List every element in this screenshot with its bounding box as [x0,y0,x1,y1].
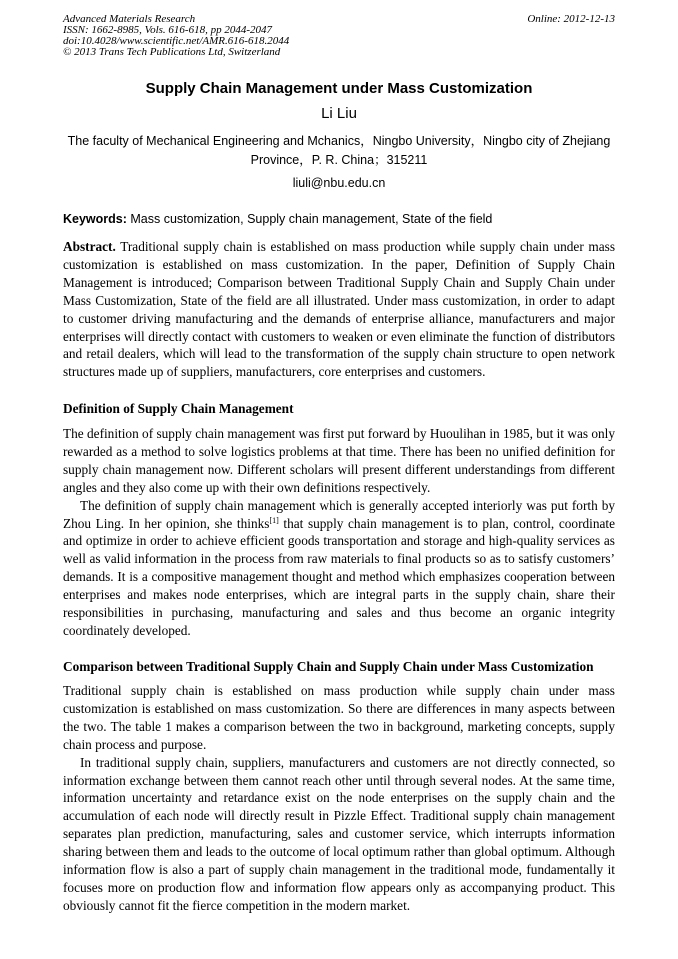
paragraph: Traditional supply chain is established on mass production while supply chain under mass customization is established on mass customization. So there are differences in many aspects between the two. The table 1 makes a comparison between the two in background, marketing concepts, supply chain process and purpose. [63,683,615,752]
abstract-label: Abstract. [63,239,116,254]
abstract-text: Traditional supply chain is established on mass production while supply chain under mass customization is established on mass customization. In the paper, Definition of Supply Chain Management is introduced; Comparison between Traditional Supply Chain and Supply Chain under Mass Customization, State of the field are all illustrated. Under mass customization, in order to adapt to customer driving manufacturing and the demands of enterprise alliance, manufacturers and major enterprises will directly contact with customers to weaken or even eliminate the function of distributors and retail dealers, which will lead to the transformation of the supply chain structure to open network structures made up of suppliers, manufacturers, core enterprises and customers. [63,239,615,380]
keywords-label: Keywords: [63,212,127,226]
section-definition-body [63,425,615,640]
paragraph-text: The definition of supply chain management which is generally accepted interiorly was put forth by Zhou Ling. In her opinion, she thinks [63,497,615,531]
paragraph-text: that supply chain management is to plan, control, coordinate and optimize in order to achieve efficient goods transportation and storage and high-quality services as well as valid information in the process from raw materials to final products so as to satisfy customers’ demands. It is a compositive management thought and method which emphasizes cooperation between enterprises and makes node enterprises, which are integral parts in the supply chain, share their responsibilities in purchasing, manufacturing and sales and thus become an organic integrity coordinately developed. [63,515,615,638]
author-email: liuli@nbu.edu.cn [292,176,386,190]
affiliation: The faculty of Mechanical Engineering and Mchanics，Ningbo University，Ningbo city of Zhejiang Province，P. R. China；315211 [67,134,611,167]
doi-line: doi:10.4028/www.scientific.net/AMR.616-618.2044 [63,35,290,47]
author-name: Li Liu [321,105,357,122]
citation-ref: [1] [269,515,279,525]
section-comparison-body [63,682,615,915]
section-heading-definition: Definition of Supply Chain Management [63,401,294,416]
online-date: Online: 2012-12-13 [527,13,615,25]
keywords-text: Mass customization, Supply chain management, State of the field [126,212,493,226]
paper-title: Supply Chain Management under Mass Customization [145,80,533,97]
journal-name: Advanced Materials Research [63,13,196,25]
paragraph: In traditional supply chain, suppliers, manufacturers and customers are not directly connected, so information exchange between them cannot reach other until through several nodes. At the same time, information uncertainty and retardance exist on the node enterprises on the supply chain and the accumulation of each node will directly result in Pizzle Effect. Traditional supply chain management separates plan prediction, manufacturing, sales and customer service, which interrupts information sharing between them and leads to the outcome of local optimum rather than global optimum. Although information flow is also a part of supply chain management in the traditional mode, fundamentally it focuses more on production flow and information flow appears only as accompanying product. This obviously cannot fit the fierce competition in the modern market. [63,754,615,913]
abstract [63,238,615,381]
issn-line: ISSN: 1662-8985, Vols. 616-618, pp 2044-2047 [63,24,272,36]
section-heading-comparison: Comparison between Traditional Supply Chain and Supply Chain under Mass Customization [63,659,594,674]
paragraph [63,497,615,640]
paragraph: The definition of supply chain management was first put forward by Huoulihan in 1985, but it was only rewarded as a method to solve logistics problems at that time. There has been no unified definition for supply chain management now. Different scholars will present different understandings from different angles and they also come up with their own definitions respectively. [63,426,615,495]
journal-header [63,14,615,58]
copyright-line: © 2013 Trans Tech Publications Ltd, Switzerland [63,46,281,58]
keywords [63,211,615,228]
